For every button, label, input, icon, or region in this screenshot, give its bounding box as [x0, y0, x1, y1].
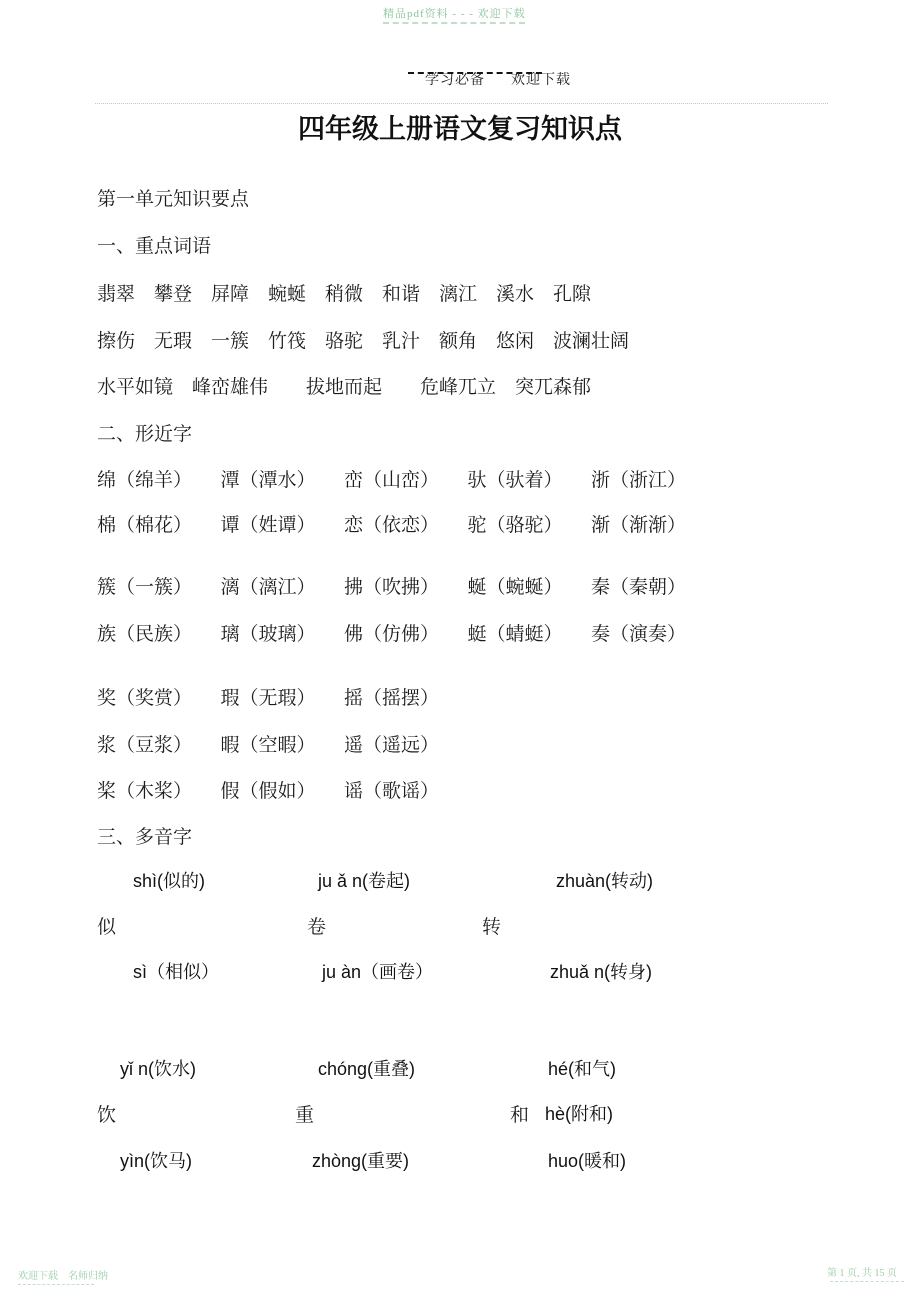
pinyin-row — [0, 1055, 920, 1081]
char-cell: 重 — [295, 1105, 315, 1126]
pinyin-cell: sì（相似） — [133, 962, 220, 982]
similar-char-row: 簇（一簇） 漓（漓江） 拂（吹拂） 蜒（蜿蜒） 秦（秦朝） — [97, 577, 687, 598]
word-row: 擦伤 无瑕 一簇 竹筏 骆驼 乳汁 额角 悠闲 波澜壮阔 — [97, 331, 630, 352]
pinyin-cell: ju àn（画卷） — [322, 962, 434, 982]
similar-char-row: 浆（豆浆） 暇（空暇） 遥（遥远） — [97, 735, 440, 756]
unit-heading: 第一单元知识要点 — [97, 189, 250, 210]
similar-char-row: 族（民族） 璃（玻璃） 佛（仿佛） 蜓（蜻蜓） 奏（演奏） — [97, 624, 687, 645]
section3-heading: 三、多音字 — [97, 827, 193, 848]
section1-heading: 一、重点词语 — [97, 236, 212, 257]
char-row — [0, 912, 920, 938]
pinyin-cell: ju ǎ n(卷起) — [318, 871, 411, 891]
footer-page-number: 第 1 页, 共 15 页 — [827, 1268, 897, 1279]
pinyin-cell: zhuàn(转动) — [556, 871, 654, 891]
char-row — [0, 1100, 920, 1126]
pinyin-cell: huo(暖和) — [548, 1151, 627, 1171]
pinyin-row — [0, 958, 920, 984]
similar-char-row: 桨（木桨） 假（假如） 谣（歌谣） — [97, 781, 440, 802]
similar-char-row: 绵（绵羊） 潭（潭水） 峦（山峦） 驮（驮着） 浙（浙江） — [97, 470, 687, 491]
pinyin-cell: shì(似的) — [133, 871, 205, 891]
pinyin-cell: yìn(饮马) — [120, 1151, 192, 1171]
char-cell: 卷 — [307, 917, 327, 938]
header-study-label: 学习必备 — [425, 73, 485, 88]
char-cell: 饮 — [97, 1105, 117, 1126]
page-title: 四年级上册语文复习知识点 — [298, 114, 622, 144]
pinyin-cell: hè(附和) — [545, 1104, 614, 1124]
top-banner-text: 精品pdf资料 - - - 欢迎下载 — [383, 8, 526, 20]
pinyin-row — [0, 867, 920, 893]
pinyin-cell: yǐ n(饮水) — [120, 1059, 196, 1079]
footer-left-text: 欢迎下载 名师归纳 — [18, 1271, 108, 1282]
char-cell: 转 — [482, 917, 502, 938]
similar-char-row: 奖（奖赏） 瑕（无瑕） 摇（摇摆） — [97, 688, 440, 709]
word-row: 翡翠 攀登 屏障 蜿蜒 稍微 和谐 漓江 溪水 孔隙 — [97, 284, 592, 305]
section2-heading: 二、形近字 — [97, 424, 193, 445]
pinyin-cell: hé(和气) — [548, 1059, 617, 1079]
pinyin-cell: chóng(重叠) — [318, 1059, 416, 1079]
pinyin-row — [0, 1147, 920, 1173]
header-download-label: 欢迎下载 — [511, 73, 571, 88]
header-underline — [408, 72, 542, 74]
footer-right-underline — [830, 1281, 904, 1282]
word-row: 水平如镜 峰峦雄伟 拔地而起 危峰兀立 突兀森郁 — [97, 377, 592, 398]
top-banner-underline — [383, 22, 525, 24]
similar-char-row: 棉（棉花） 谭（姓谭） 恋（依恋） 驼（骆驼） 渐（渐渐） — [97, 515, 687, 536]
doc-header — [407, 53, 571, 105]
pinyin-cell: zhuǎ n(转身) — [550, 962, 653, 982]
separator-line — [95, 103, 828, 104]
pinyin-cell: zhòng(重要) — [312, 1151, 410, 1171]
char-cell: 似 — [97, 917, 117, 938]
footer-left-underline — [18, 1284, 94, 1285]
char-cell: 和 — [510, 1105, 530, 1126]
